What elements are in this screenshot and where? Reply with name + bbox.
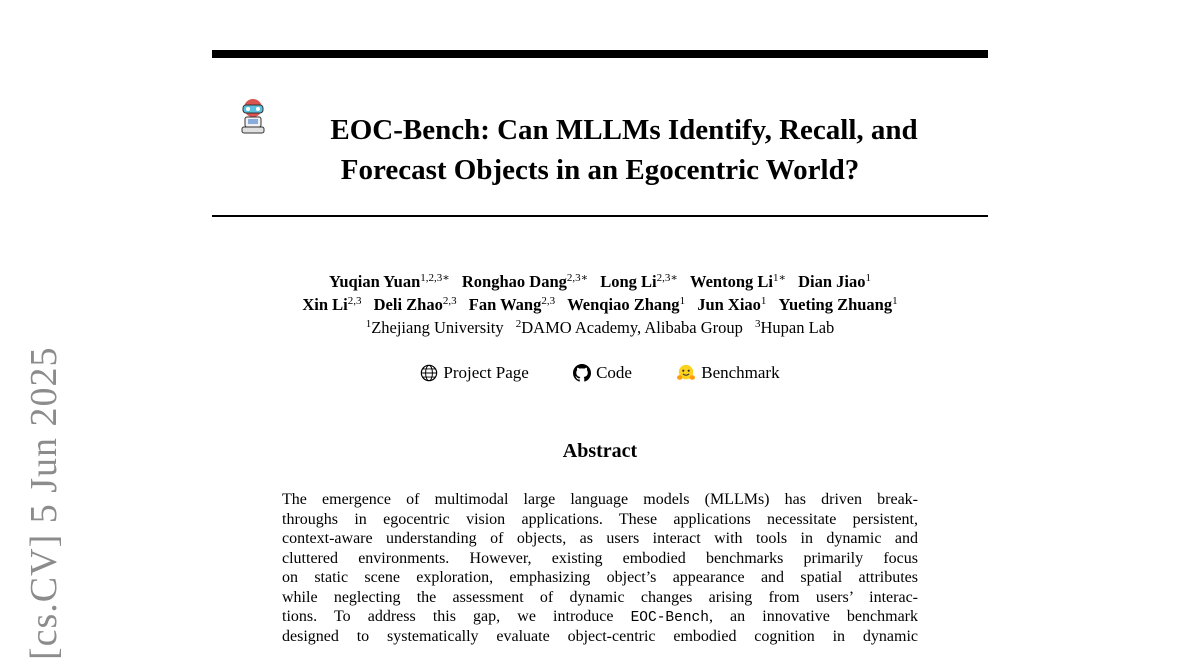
abstract-text: tions. To address this gap, we introduce: [282, 608, 614, 625]
author-affil: 2,3: [442, 295, 457, 307]
top-rule: [212, 50, 988, 58]
project-page-link[interactable]: [420, 360, 528, 386]
benchmark-link[interactable]: [676, 360, 779, 386]
affiliation: DAMO Academy, Alibaba Group: [521, 318, 743, 337]
author-affil: 2,3∗: [656, 272, 678, 284]
benchmark-name: EOC-Bench: [630, 610, 709, 626]
abstract-line: context-aware understanding of objects, as users interact with tools in dynamic and: [282, 530, 918, 547]
affil-sup: 3: [755, 318, 761, 330]
affil-sup: 1: [365, 318, 372, 330]
abstract-line: throughs in egocentric vision applications. These applications necessitate persistent,: [282, 510, 918, 528]
abstract-line: designed to systematically evaluate object-centric embodied cognition in dynamic: [282, 627, 918, 645]
author: Dian Jiao: [798, 272, 866, 291]
affiliation: Zhejiang University: [371, 318, 504, 337]
author: Yuqian Yuan: [328, 272, 421, 291]
abstract-body: [282, 490, 918, 646]
abstract-line: while neglecting the assessment of dynamic changes arising from users’ interac-: [282, 588, 918, 606]
author: Deli Zhao: [373, 295, 443, 314]
author-affil: 1∗: [773, 272, 786, 284]
abstract-line: The emergence of multimodal large language models (MLLMs) has driven break-: [282, 491, 918, 508]
author: Wentong Li: [690, 272, 773, 291]
hugging-face-icon: [676, 364, 696, 382]
title-line-1: EOC-Bench: Can MLLMs Identify, Recall, and: [330, 114, 918, 146]
author-affil: 2,3: [347, 295, 362, 307]
abstract-text: , an innovative benchmark: [708, 608, 919, 625]
author-affil: 1: [679, 295, 686, 307]
author: Wenqiao Zhang: [567, 295, 680, 314]
author: Fan Wang: [468, 295, 542, 314]
benchmark-label: Benchmark: [701, 363, 780, 382]
resource-links: [212, 360, 988, 390]
author: Xin Li: [302, 295, 348, 314]
affiliation: Hupan Lab: [760, 318, 835, 337]
paper-title: [212, 110, 988, 190]
author-affil: 1,2,3∗: [420, 272, 450, 284]
author: Ronghao Dang: [461, 272, 567, 291]
author-row-1: [212, 270, 988, 293]
abstract-line: cluttered environments. However, existing embodied benchmarks primarily focus: [282, 549, 918, 567]
code-label: Code: [596, 363, 632, 382]
abstract-line: on static scene exploration, emphasizing object’s appearance and spatial attributes: [282, 569, 918, 586]
title-line-2: Forecast Objects in an Egocentric World?: [340, 154, 860, 186]
author-affil: 1: [865, 272, 871, 284]
abstract-heading: Abstract: [562, 440, 638, 462]
author: Long Li: [600, 272, 657, 291]
author-affil: 2,3: [541, 295, 556, 307]
author: Jun Xiao: [697, 295, 761, 314]
abstract-line: [282, 607, 918, 627]
code-link[interactable]: [573, 360, 632, 386]
title-rule: [212, 215, 988, 217]
affil-sup: 2: [515, 318, 522, 330]
author-affil: 2,3∗: [566, 272, 589, 284]
author-row-2: [212, 293, 988, 316]
project-page-label: Project Page: [443, 363, 529, 382]
author: Yueting Zhuang: [778, 295, 893, 314]
arxiv-stamp: [cs.CV] 5 Jun 2025: [23, 346, 65, 660]
github-icon: [573, 364, 591, 382]
globe-icon: [420, 364, 438, 382]
author-affil: 1: [892, 295, 898, 307]
affiliations: [212, 316, 988, 339]
author-affil: 1: [760, 295, 767, 307]
author-block: [212, 270, 988, 339]
